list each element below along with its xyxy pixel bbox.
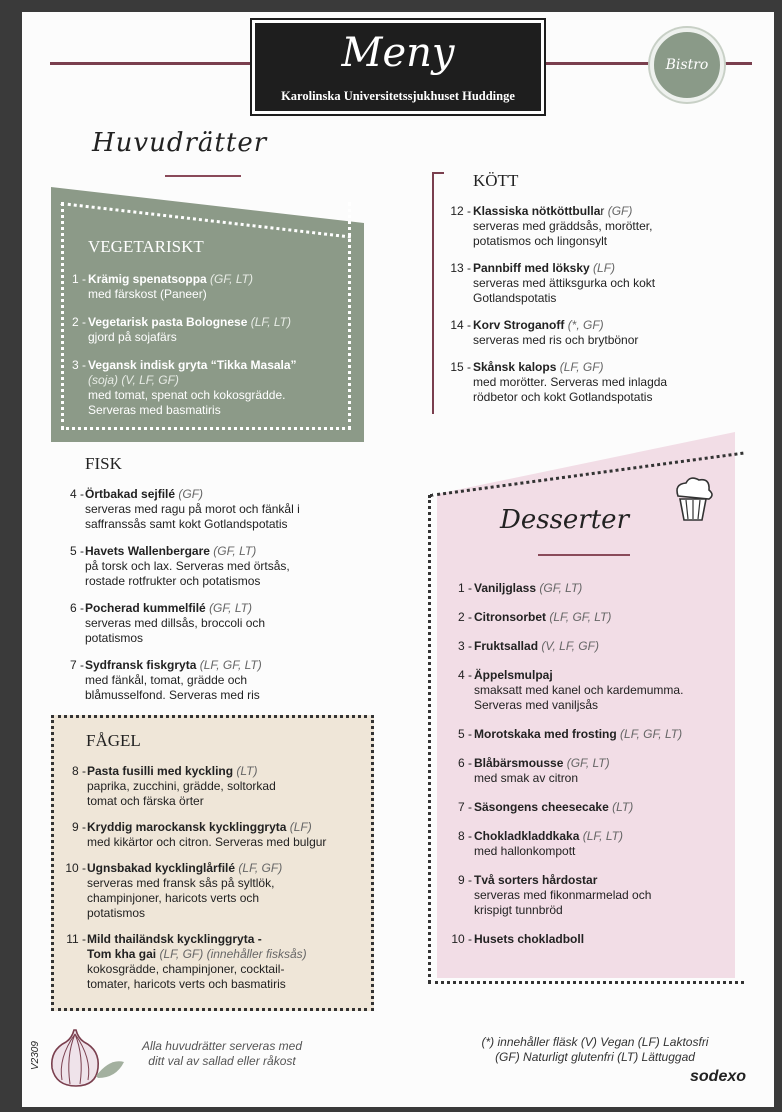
dessert-item: Två sorters hårdostar serveras med fikonmarmelad och krispigt tunnbröd	[474, 873, 652, 917]
main-heading-underline	[165, 175, 241, 177]
meat-bracket	[432, 172, 444, 414]
dessert-item-number: 10 -	[451, 932, 472, 946]
meat-item-number: 15 -	[450, 360, 471, 374]
dessert-item-number: 5 -	[457, 727, 472, 741]
meat-item: Skånsk kalops (LF, GF) med morötter. Serveras med inlagda rödbetor och kokt Gotlandspotatis	[473, 360, 668, 404]
header-rule-left	[50, 62, 254, 65]
dessert-item: Citronsorbet (LF, GF, LT)	[474, 610, 612, 624]
cupcake-icon	[668, 474, 718, 526]
main-dishes-heading: Huvudrätter	[92, 128, 268, 158]
poultry-item: Kryddig marockansk kycklinggryta (LF) med kikärtor och citron. Serveras med bulgur	[87, 820, 327, 849]
dessert-item-number: 4 -	[457, 668, 472, 682]
meat-item-number: 12 -	[450, 204, 471, 218]
vegetarian-heading: VEGETARISKT	[88, 237, 204, 256]
dessert-item-number: 1 -	[457, 581, 472, 595]
dessert-item: Husets chokladboll	[474, 932, 585, 946]
bistro-logo: Bistro	[650, 28, 724, 102]
allergen-legend: (*) innehåller fläsk (V) Vegan (LF) Laktosfri (GF) Naturligt glutenfri (LT) Lättuggad	[481, 1035, 709, 1064]
fish-item-number: 6 -	[69, 601, 84, 615]
dessert-item-number: 2 -	[457, 610, 472, 624]
veg-item: Vegansk indisk gryta “Tikka Masala” (soja) (V, LF, GF) med tomat, spenat och kokosgrädde. Serveras med basmatiris	[88, 358, 297, 417]
dessert-dotted-left	[428, 495, 431, 983]
onion-icon	[44, 1026, 126, 1088]
version-code: V2309	[30, 1041, 41, 1070]
poultry-item: Pasta fusilli med kyckling (LT) paprika, zucchini, grädde, soltorkad tomat och färska örter	[87, 764, 276, 808]
dessert-item-number: 3 -	[457, 639, 472, 653]
fish-item: Pocherad kummelfilé (GF, LT) serveras med dillsås, broccoli och potatismos	[85, 601, 266, 645]
fish-item-number: 4 -	[69, 487, 84, 501]
poultry-item-number: 8 -	[71, 764, 86, 778]
dessert-item: Äppelsmulpaj smaksatt med kanel och kardemumma. Serveras med vaniljsås	[474, 668, 684, 712]
veg-item: Vegetarisk pasta Bolognese (LF, LT) gjord på sojafärs	[88, 315, 291, 344]
poultry-item: Ugnsbakad kycklinglårfilé (LF, GF) serveras med fransk sås på syltlök, champinjoner, haricots verts och potatismos	[87, 861, 283, 920]
veg-item-number: 3 -	[71, 358, 86, 372]
veg-item-number: 1 -	[71, 272, 86, 286]
salad-note: Alla huvudrätter serveras med ditt val av sallad eller råkost	[141, 1039, 303, 1068]
dessert-item: Blåbärsmousse (GF, LT) med smak av citron	[474, 756, 610, 785]
poultry-heading: FÅGEL	[86, 731, 141, 750]
sodexo-logo: sodexo	[690, 1068, 747, 1085]
dessert-item-number: 8 -	[457, 829, 472, 843]
dessert-item-number: 9 -	[457, 873, 472, 887]
dessert-item-number: 6 -	[457, 756, 472, 770]
poultry-item-number: 9 -	[71, 820, 86, 834]
veg-item-number: 2 -	[71, 315, 86, 329]
fish-item: Havets Wallenbergare (GF, LT) på torsk och lax. Serveras med örtsås, rostade rotfrukter och potatismos	[85, 544, 290, 588]
dessert-heading: Desserter	[500, 505, 629, 535]
dessert-item: Säsongens cheesecake (LT)	[474, 800, 634, 814]
poultry-item-number: 11 -	[66, 932, 86, 946]
hospital-name: Karolinska Universitetssjukhuset Huddinge	[281, 89, 515, 103]
fish-item-number: 5 -	[69, 544, 84, 558]
dessert-item: Chokladkladdkaka (LF, LT) med hallonkompott	[474, 829, 623, 858]
menu-title: Meny	[341, 30, 455, 76]
fish-heading: FISK	[85, 454, 122, 473]
meat-heading: KÖTT	[473, 171, 519, 190]
dessert-item: Vaniljglass (GF, LT)	[474, 581, 583, 595]
fish-item-number: 7 -	[69, 658, 84, 672]
meat-item-number: 13 -	[450, 261, 471, 275]
meat-item: Korv Stroganoff (*, GF) serveras med ris och brytbönor	[473, 318, 639, 347]
title-box	[252, 20, 544, 114]
meat-item: Klassiska nötköttbullar (GF) serveras med gräddsås, morötter, potatismos och lingonsylt	[473, 204, 653, 248]
poultry-item-number: 10 -	[65, 861, 86, 875]
fish-item: Örtbakad sejfilé (GF) serveras med ragu på morot och fänkål i saffranssås samt kokt Gotlandspotatis	[85, 487, 300, 531]
veg-item: Krämig spenatsoppa (GF, LT) med färskost (Paneer)	[88, 272, 253, 301]
dessert-item-number: 7 -	[457, 800, 472, 814]
dessert-item: Morotskaka med frosting (LF, GF, LT)	[474, 727, 683, 741]
dessert-dotted-bottom	[428, 981, 744, 984]
meat-item: Pannbiff med löksky (LF) serveras med ättiksgurka och kokt Gotlandspotatis	[473, 261, 656, 305]
dessert-heading-underline	[538, 554, 630, 556]
meat-item-number: 14 -	[450, 318, 471, 332]
poultry-item: Mild thailändsk kycklinggryta - Tom kha gai (LF, GF) (innehåller fisksås) kokosgrädde, champinjoner, cocktail- tomater, haricots verts och basmatiris	[87, 932, 307, 991]
dessert-item: Fruktsallad (V, LF, GF)	[474, 639, 599, 653]
fish-item: Sydfransk fiskgryta (LF, GF, LT) med fänkål, tomat, grädde och blåmusselfond. Serveras med ris	[85, 658, 262, 702]
